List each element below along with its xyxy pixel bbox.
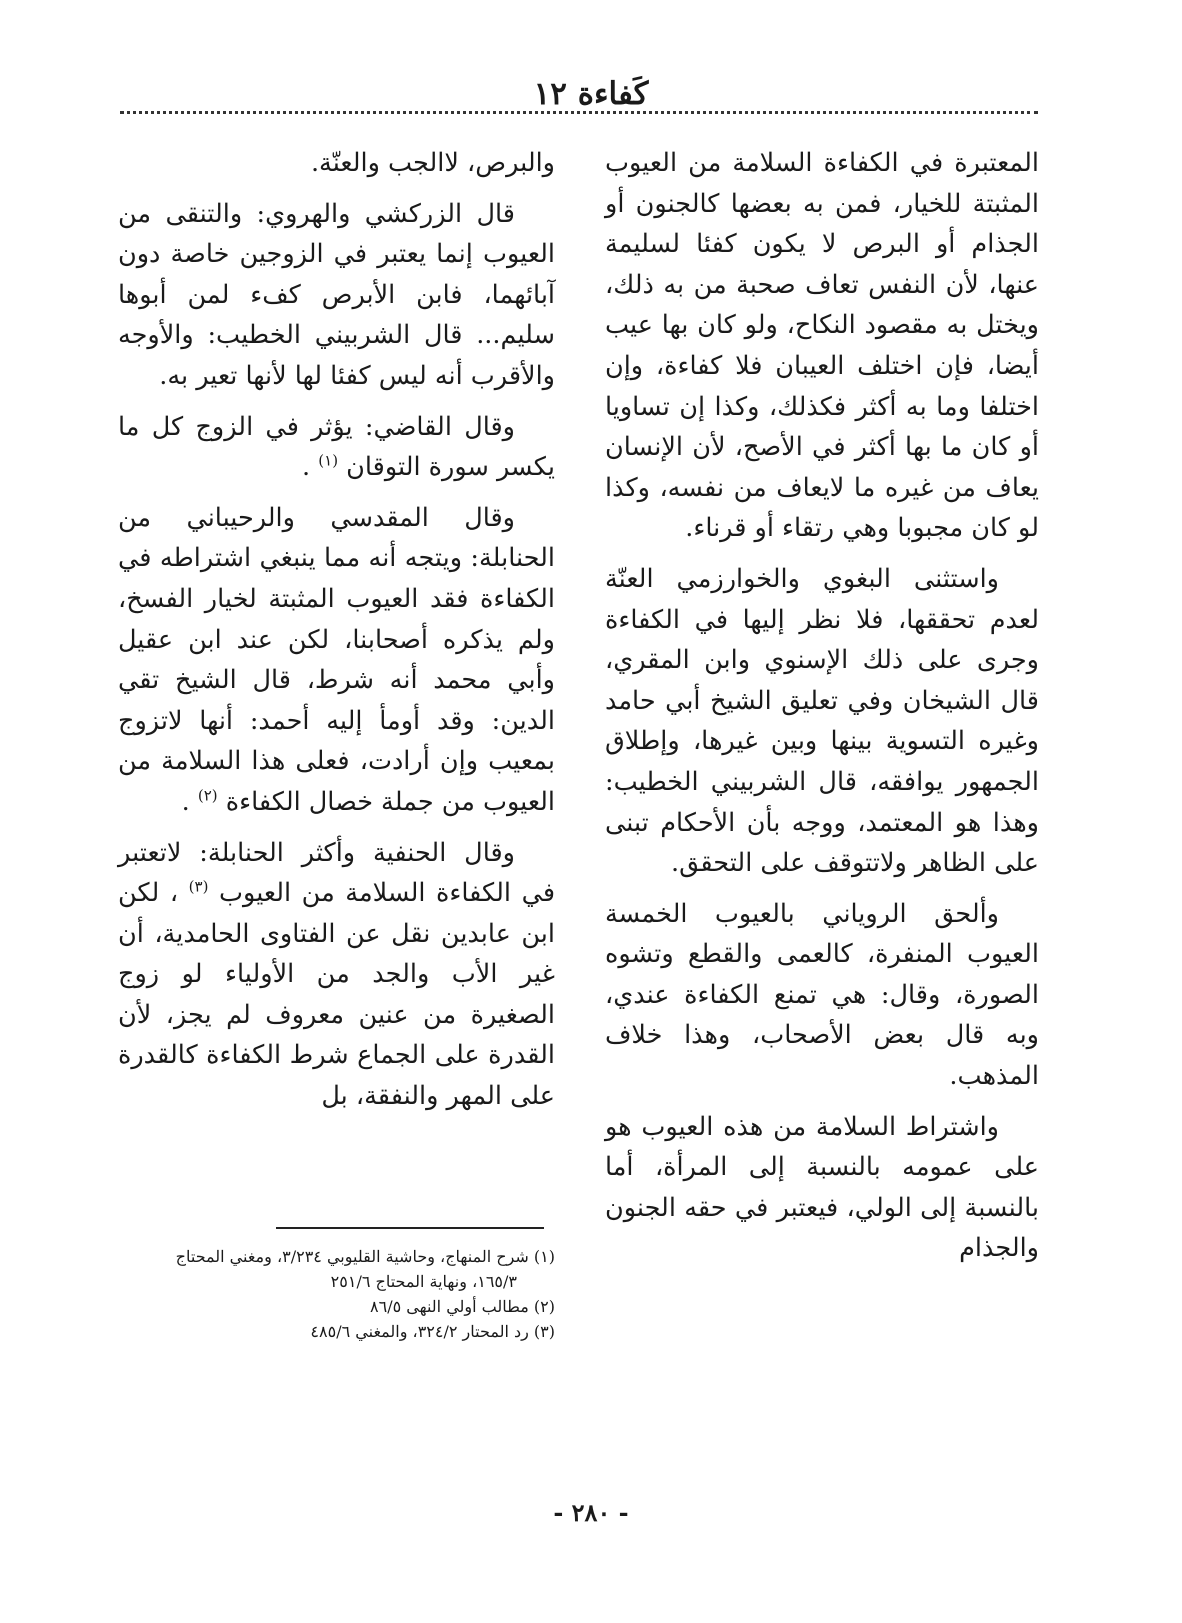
paragraph: قال الزركشي والهروي: والتنقى من العيوب إنما يعتبر في الزوجين خاصة دون آبائهما، فابن الأبرص كفء لمن أبوها سليم... قال الشربيني الخطيب: والأوجه والأقرب أنه ليس كفئا لها لأنها تعير به. — [118, 198, 555, 391]
paragraph-end: . — [302, 452, 311, 483]
paragraph — [118, 833, 555, 1117]
footnote-separator — [276, 1227, 544, 1229]
footnote-continuation: ١٦٥/٣، ونهاية المحتاج ٢٥١/٦ — [330, 1272, 517, 1291]
paragraph-end: . — [181, 786, 190, 817]
footnote-ref: (٢) — [197, 786, 218, 805]
left-column — [118, 143, 555, 1127]
paragraph-text: وقال المقدسي والرحيباني من الحنابلة: ويتجه أنه مما ينبغي اشتراطه في الكفاءة فقد العيوب المثبتة لخيار الفسخ، ولم يذكره أصحابنا، لكن عند ابن عقيل وأبي محمد أنه شرط، قال الشيخ تقي الدين: وقد أومأ إليه أحمد: أنها لاتزوج بمعيب وإن أرادت، فعلى هذا السلامة من العيوب من جملة خصال الكفاءة — [118, 502, 555, 817]
footnote-ref: (١) — [318, 451, 339, 470]
paragraph — [118, 407, 555, 488]
footnotes — [118, 1244, 555, 1344]
paragraph-text: وقال الحنفية وأكثر الحنابلة: لاتعتبر في الكفاءة السلامة من العيوب — [118, 837, 556, 909]
paragraph: والبرص، لاالجب والعنّة. — [310, 148, 555, 178]
paragraph: وألحق الروياني بالعيوب الخمسة العيوب المنفرة، كالعمى والقطع وتشوه الصورة، وقال: هي تمنع الكفاءة عندي، وبه قال بعض الأصحاب، وهذا خلاف المذهب. — [605, 898, 1039, 1092]
header-dotted-rule — [120, 111, 1038, 114]
paragraph — [118, 498, 555, 823]
footnote-ref: (٣) — [188, 877, 209, 896]
right-column — [605, 143, 1039, 1279]
paragraph: واشتراط السلامة من هذه العيوب هو على عمومه بالنسبة إلى المرأة، أما بالنسبة إلى الولي، فيعتبر في حقه الجنون والجذام — [605, 1111, 1039, 1264]
page-number: - ٢٨٠ - — [553, 1498, 629, 1527]
paragraph-text: وقال القاضي: يؤثر في الزوج كل ما يكسر سورة التوقان — [118, 411, 555, 483]
footnote: (٣) رد المحتار ٣٢٤/٢، والمغني ٤٨٥/٦ — [310, 1322, 555, 1341]
footnote: (٢) مطالب أولي النهى ٨٦/٥ — [370, 1297, 555, 1316]
paragraph: المعتبرة في الكفاءة السلامة من العيوب المثبتة للخيار، فمن به بعضها كالجنون أو الجذام أو البرص لا يكون كفئا لسليمة عنها، لأن النفس تعاف صحبة من به ذلك، ويختل به مقصود النكاح، ولو كان بها عيب أيضا، فإن اختلف العيبان فلا كفاءة، وإن اختلفا وما به أكثر فكذلك، وكذا إن تساويا أو كان ما بها أكثر في الأصح، لأن الإنسان يعاف من غيره ما لايعاف من نفسه، وكذا لو كان مجبوبا وهي رتقاء أو قرناء. — [605, 148, 1039, 544]
paragraph: واستثنى البغوي والخوارزمي العنّة لعدم تحققها، فلا نظر إليها في الكفاءة وجرى على ذلك الإسنوي وابن المقري، قال الشيخان وفي تعليق الشيخ أبي حامد وغيره التسوية بينها وبين غيرها، وإطلاق الجمهور يوافقه، قال الشربيني الخطيب: وهذا هو المعتمد، ووجه بأن الأحكام تبنى على الظاهر ولاتتوقف على التحقق. — [605, 563, 1039, 879]
footnote: (١) شرح المنهاج، وحاشية القليوبي ٣/٢٣٤، ومغني المحتاج — [175, 1247, 555, 1266]
paragraph-text: ، لكن ابن عابدين نقل عن الفتاوى الحامدية، أن غير الأب والجد من الأولياء لو زوج الصغيرة من عنين معروف لم يجز، لأن القدرة على الجماع شرط الكفاءة كالقدرة على المهر والنفقة، بل — [118, 878, 555, 1112]
page-header-title: كَفاءة ١٢ — [533, 76, 649, 112]
